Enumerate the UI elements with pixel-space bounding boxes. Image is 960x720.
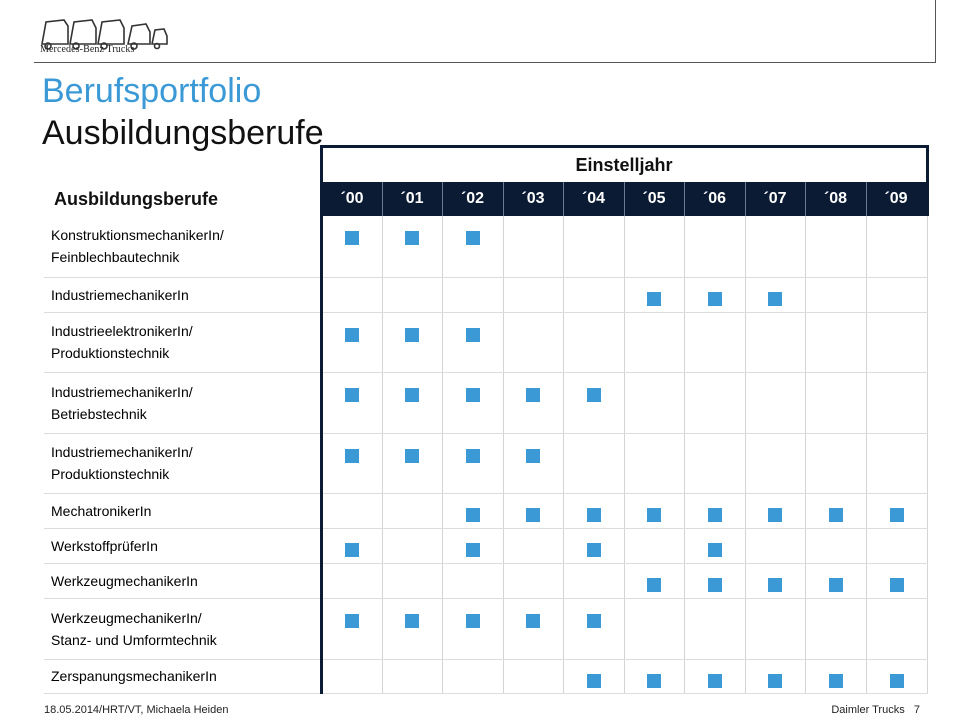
hiring-marker bbox=[466, 231, 480, 245]
page-subtitle: Ausbildungsberufe bbox=[42, 114, 324, 152]
hiring-marker bbox=[526, 449, 540, 463]
year-cell bbox=[624, 372, 684, 433]
table-row bbox=[44, 312, 927, 372]
year-cell bbox=[624, 528, 684, 563]
hiring-marker bbox=[768, 674, 782, 688]
year-cell bbox=[684, 563, 745, 598]
hiring-marker bbox=[345, 328, 359, 342]
year-cell bbox=[503, 372, 563, 433]
year-cell bbox=[503, 312, 563, 372]
hiring-marker bbox=[405, 614, 419, 628]
occupation-label bbox=[44, 312, 321, 372]
year-cell bbox=[745, 563, 805, 598]
year-cell bbox=[563, 216, 624, 277]
year-cell bbox=[745, 372, 805, 433]
hiring-marker bbox=[466, 543, 480, 557]
year-cell bbox=[745, 216, 805, 277]
occupation-name: WerkzeugmechanikerIn/ bbox=[51, 609, 202, 626]
year-cell bbox=[503, 528, 563, 563]
year-cell bbox=[805, 216, 866, 277]
hiring-marker bbox=[466, 508, 480, 522]
year-cell bbox=[442, 216, 503, 277]
year-cell bbox=[382, 216, 442, 277]
year-cell bbox=[442, 598, 503, 659]
hiring-marker bbox=[405, 328, 419, 342]
header-edge-line bbox=[935, 0, 936, 63]
footer-meta: 18.05.2014/HRT/VT, Michaela Heiden bbox=[44, 704, 229, 716]
hiring-marker bbox=[890, 674, 904, 688]
table-row bbox=[44, 563, 927, 598]
year-cell bbox=[442, 659, 503, 693]
year-cell bbox=[442, 528, 503, 563]
year-cell bbox=[684, 528, 745, 563]
hiring-marker bbox=[405, 231, 419, 245]
hiring-marker bbox=[647, 508, 661, 522]
page-number: 7 bbox=[913, 704, 920, 716]
year-cell bbox=[382, 598, 442, 659]
year-cell bbox=[805, 277, 866, 312]
year-cell bbox=[684, 216, 745, 277]
year-cell bbox=[321, 372, 382, 433]
year-cell bbox=[805, 563, 866, 598]
year-cell bbox=[321, 216, 382, 277]
hiring-marker bbox=[466, 614, 480, 628]
hiring-marker bbox=[829, 674, 843, 688]
table-row bbox=[44, 493, 927, 528]
year-cell bbox=[805, 312, 866, 372]
occupation-name: MechatronikerIn bbox=[51, 502, 152, 519]
year-cell bbox=[805, 433, 866, 493]
occupation-specialization: Produktionstechnik bbox=[51, 345, 170, 361]
occupation-label bbox=[44, 433, 321, 493]
year-cell bbox=[866, 563, 927, 598]
year-cell bbox=[684, 659, 745, 693]
year-cell bbox=[866, 277, 927, 312]
year-cell bbox=[805, 598, 866, 659]
mercedes-benz-trucks-logo bbox=[34, 8, 184, 64]
occupation-label bbox=[44, 528, 321, 563]
page-title: Berufsportfolio bbox=[42, 72, 262, 110]
hiring-marker bbox=[526, 614, 540, 628]
table-row bbox=[44, 216, 927, 277]
year-cell bbox=[503, 659, 563, 693]
occupation-label bbox=[44, 598, 321, 659]
year-cell bbox=[382, 528, 442, 563]
year-cell bbox=[684, 433, 745, 493]
year-cell bbox=[866, 659, 927, 693]
footer-company-name: Daimler Trucks bbox=[831, 704, 905, 716]
year-cell bbox=[624, 312, 684, 372]
year-cell bbox=[321, 528, 382, 563]
year-cell bbox=[745, 433, 805, 493]
occupation-name: IndustriemechanikerIn/ bbox=[51, 444, 193, 460]
year-cell bbox=[624, 277, 684, 312]
year-cell bbox=[503, 433, 563, 493]
year-header-row bbox=[44, 182, 927, 216]
year-cell bbox=[624, 216, 684, 277]
year-cell bbox=[503, 598, 563, 659]
table-row bbox=[44, 433, 927, 493]
occupation-label bbox=[44, 659, 321, 693]
hiring-marker bbox=[345, 614, 359, 628]
hiring-marker bbox=[345, 543, 359, 557]
year-cell bbox=[442, 563, 503, 598]
hiring-marker bbox=[829, 508, 843, 522]
year-cell bbox=[866, 433, 927, 493]
occupation-label bbox=[44, 493, 321, 528]
year-cell bbox=[624, 433, 684, 493]
ausbildungsberufe-header: Ausbildungsberufe bbox=[54, 188, 219, 209]
table-row bbox=[44, 598, 927, 659]
hiring-marker bbox=[345, 231, 359, 245]
year-cell bbox=[684, 493, 745, 528]
hiring-marker bbox=[647, 674, 661, 688]
hiring-marker bbox=[708, 543, 722, 557]
occupation-specialization: Betriebstechnik bbox=[51, 405, 147, 422]
occupation-name: IndustrieelektronikerIn/ bbox=[51, 323, 193, 339]
apprenticeship-matrix bbox=[44, 145, 929, 694]
year-cell bbox=[563, 433, 624, 493]
year-header: ´07 bbox=[745, 182, 805, 216]
year-cell bbox=[805, 372, 866, 433]
year-cell bbox=[805, 493, 866, 528]
year-cell bbox=[321, 493, 382, 528]
footer-company bbox=[831, 704, 920, 716]
matrix-body bbox=[44, 216, 927, 693]
year-cell bbox=[382, 433, 442, 493]
year-cell bbox=[321, 433, 382, 493]
year-cell bbox=[745, 493, 805, 528]
hiring-marker bbox=[647, 292, 661, 306]
year-cell bbox=[684, 277, 745, 312]
year-cell bbox=[866, 493, 927, 528]
year-header: ´09 bbox=[866, 182, 927, 216]
hiring-marker bbox=[647, 578, 661, 592]
hiring-marker bbox=[405, 388, 419, 402]
year-cell bbox=[805, 528, 866, 563]
year-header: ´00 bbox=[321, 182, 382, 216]
hiring-marker bbox=[768, 292, 782, 306]
occupation-label bbox=[44, 216, 321, 277]
occupation-specialization: Feinblechbautechnik bbox=[51, 249, 180, 266]
table-row bbox=[44, 528, 927, 563]
occupation-name: ZerspanungsmechanikerIn bbox=[51, 668, 217, 684]
year-header: ´01 bbox=[382, 182, 442, 216]
hiring-marker bbox=[466, 388, 480, 402]
year-cell bbox=[805, 659, 866, 693]
occupation-label bbox=[44, 563, 321, 598]
year-cell bbox=[503, 493, 563, 528]
hiring-marker bbox=[890, 508, 904, 522]
occupation-name: WerkzeugmechanikerIn bbox=[51, 572, 198, 589]
year-cell bbox=[563, 312, 624, 372]
header-divider bbox=[34, 62, 936, 63]
year-cell bbox=[866, 216, 927, 277]
year-cell bbox=[321, 598, 382, 659]
year-cell bbox=[503, 277, 563, 312]
year-header: ´08 bbox=[805, 182, 866, 216]
year-cell bbox=[382, 277, 442, 312]
hiring-marker bbox=[587, 543, 601, 557]
year-cell bbox=[503, 563, 563, 598]
year-cell bbox=[866, 312, 927, 372]
year-cell bbox=[745, 659, 805, 693]
year-cell bbox=[442, 312, 503, 372]
year-cell bbox=[563, 563, 624, 598]
hiring-marker bbox=[708, 508, 722, 522]
hiring-marker bbox=[890, 578, 904, 592]
hiring-marker bbox=[587, 508, 601, 522]
hiring-marker bbox=[768, 578, 782, 592]
table-row bbox=[44, 372, 927, 433]
year-header: ´04 bbox=[563, 182, 624, 216]
hiring-marker bbox=[466, 449, 480, 463]
hiring-marker bbox=[526, 388, 540, 402]
year-cell bbox=[382, 372, 442, 433]
year-cell bbox=[563, 659, 624, 693]
year-cell bbox=[624, 598, 684, 659]
year-cell bbox=[624, 659, 684, 693]
year-cell bbox=[866, 528, 927, 563]
year-cell bbox=[684, 312, 745, 372]
year-cell bbox=[684, 598, 745, 659]
occupation-label bbox=[44, 277, 321, 312]
hiring-marker bbox=[345, 449, 359, 463]
year-cell bbox=[382, 312, 442, 372]
year-cell bbox=[745, 528, 805, 563]
hiring-marker bbox=[345, 388, 359, 402]
occupation-label bbox=[44, 372, 321, 433]
year-cell bbox=[624, 563, 684, 598]
occupation-specialization: Produktionstechnik bbox=[51, 466, 170, 482]
hiring-marker bbox=[526, 508, 540, 522]
einstelljahr-header: Einstelljahr bbox=[321, 147, 927, 183]
year-cell bbox=[684, 372, 745, 433]
occupation-name: IndustriemechanikerIn/ bbox=[51, 383, 193, 400]
occupation-name: KonstruktionsmechanikerIn/ bbox=[51, 227, 224, 244]
hiring-marker bbox=[708, 674, 722, 688]
year-cell bbox=[866, 598, 927, 659]
year-cell bbox=[382, 659, 442, 693]
year-cell bbox=[382, 493, 442, 528]
year-cell bbox=[563, 277, 624, 312]
year-header: ´06 bbox=[684, 182, 745, 216]
occupation-name: WerkstoffprüferIn bbox=[51, 537, 158, 554]
year-cell bbox=[563, 372, 624, 433]
year-cell bbox=[563, 528, 624, 563]
year-cell bbox=[321, 659, 382, 693]
year-cell bbox=[321, 312, 382, 372]
hiring-marker bbox=[587, 674, 601, 688]
hiring-marker bbox=[829, 578, 843, 592]
hiring-marker bbox=[708, 578, 722, 592]
year-cell bbox=[382, 563, 442, 598]
year-cell bbox=[563, 493, 624, 528]
year-cell bbox=[442, 493, 503, 528]
group-header-row bbox=[44, 147, 927, 183]
hiring-marker bbox=[466, 328, 480, 342]
occupation-name: IndustriemechanikerIn bbox=[51, 286, 189, 303]
hiring-marker bbox=[587, 388, 601, 402]
hiring-marker bbox=[405, 449, 419, 463]
table-row bbox=[44, 277, 927, 312]
hiring-marker bbox=[708, 292, 722, 306]
logo-caption: Mercedes-Benz Trucks bbox=[40, 44, 135, 55]
year-cell bbox=[442, 277, 503, 312]
year-cell bbox=[321, 277, 382, 312]
year-cell bbox=[624, 493, 684, 528]
table-row bbox=[44, 659, 927, 693]
hiring-marker bbox=[768, 508, 782, 522]
year-cell bbox=[745, 598, 805, 659]
year-cell bbox=[503, 216, 563, 277]
year-cell bbox=[442, 433, 503, 493]
year-header: ´02 bbox=[442, 182, 503, 216]
year-cell bbox=[745, 312, 805, 372]
hiring-marker bbox=[587, 614, 601, 628]
year-cell bbox=[442, 372, 503, 433]
year-header: ´05 bbox=[624, 182, 684, 216]
year-cell bbox=[563, 598, 624, 659]
year-cell bbox=[866, 372, 927, 433]
year-cell bbox=[321, 563, 382, 598]
occupation-specialization: Stanz- und Umformtechnik bbox=[51, 631, 217, 648]
year-header: ´03 bbox=[503, 182, 563, 216]
year-cell bbox=[745, 277, 805, 312]
